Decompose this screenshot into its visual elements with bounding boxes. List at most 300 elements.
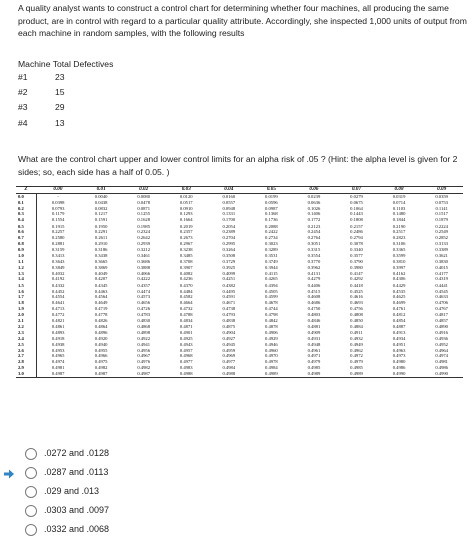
z-table-cell: 0.4664 xyxy=(179,300,193,306)
z-table-cell: 0.4916 xyxy=(435,329,448,335)
z-table-cell: 0.4988 xyxy=(208,371,251,377)
z-table-cell: 0.4913 xyxy=(392,329,406,335)
z-row-label: 0.7 xyxy=(16,235,36,241)
z-table-cell: 0.2517 xyxy=(392,229,406,235)
z-table-cell: 0.4834 xyxy=(179,318,193,324)
radio-circle-icon[interactable] xyxy=(25,448,37,460)
z-column-header: 0.00 xyxy=(36,187,80,194)
z-table-cell: 0.4115 xyxy=(265,270,278,276)
z-table-cell: 0.0793 xyxy=(51,205,65,211)
z-table-cell: 0.4788 xyxy=(179,312,193,318)
z-table-cell: 0.0910 xyxy=(179,205,193,211)
z-table-cell: 0.1844 xyxy=(392,217,406,223)
answer-choice[interactable] xyxy=(0,523,200,541)
z-table-cell: 0.4990 xyxy=(420,371,463,377)
z-table-cell: 0.4821 xyxy=(51,318,65,324)
z-table-cell: 0.4357 xyxy=(137,282,150,288)
z-table-cell: 0.4633 xyxy=(435,294,448,300)
z-table-cell: 0.1368 xyxy=(265,211,278,217)
z-table-cell: 0.4951 xyxy=(392,341,406,347)
z-table-cell: 0.4772 xyxy=(51,312,65,318)
z-table-cell: 0.3749 xyxy=(265,258,278,264)
z-table-cell: 0.4573 xyxy=(137,294,150,300)
z-row-label: 0.3 xyxy=(16,211,36,217)
z-row-label: 1.8 xyxy=(16,300,36,306)
z-table-cell: 0.4582 xyxy=(179,294,193,300)
z-table-cell: 0.3051 xyxy=(307,240,321,246)
z-table-cell: 0.4332 xyxy=(51,282,65,288)
z-column-header: 0.09 xyxy=(420,187,463,194)
answer-choice[interactable] xyxy=(0,466,200,484)
z-table-cell: 0.4984 xyxy=(222,365,236,371)
machine-label: #2 xyxy=(18,87,28,97)
z-table-cell: 0.4842 xyxy=(265,318,278,324)
z-row-label: 2.6 xyxy=(16,348,36,354)
z-table-cell: 0.1879 xyxy=(435,217,448,223)
z-table-cell: 0.3790 xyxy=(350,258,363,264)
z-table-cell: 0.2611 xyxy=(94,235,108,241)
z-table-cell: 0.4987 xyxy=(122,371,165,377)
z-table-cell: 0.4279 xyxy=(307,276,321,282)
z-table-cell: 0.4904 xyxy=(222,329,236,335)
radio-circle-icon[interactable] xyxy=(25,486,37,498)
z-table-cell: 0.4989 xyxy=(250,371,293,377)
answer-choice[interactable] xyxy=(0,504,200,522)
machine-label: #3 xyxy=(18,102,28,112)
z-table-cell: 0.4812 xyxy=(392,312,406,318)
z-table-cell: 0.2486 xyxy=(350,229,363,235)
z-table-cell: 0.4032 xyxy=(51,270,65,276)
z-table-cell: 0.4826 xyxy=(94,318,108,324)
z-table-cell: 0.4693 xyxy=(350,300,363,306)
z-table-cell: 0.3340 xyxy=(350,246,363,252)
z-table-cell: 0.4830 xyxy=(137,318,150,324)
z-table-cell: 0.4985 xyxy=(350,365,363,371)
z-table-cell: 0.4984 xyxy=(265,365,278,371)
z-table-cell: 0.4429 xyxy=(392,282,406,288)
z-table-cell: 0.4418 xyxy=(350,282,363,288)
prompt-text: What are the control chart upper and lower control limits for an alpha risk of .05 ? (Hint: the alpha level is given for 2 sides; so, each side has a half of 0.05. ) xyxy=(18,154,458,177)
z-table-cell: 0.4911 xyxy=(350,329,363,335)
z-row-label: 1.6 xyxy=(16,289,36,295)
z-table-cell: 0.4922 xyxy=(137,335,150,341)
z-table-cell: 0.4192 xyxy=(51,276,65,282)
z-table-cell: 0.4207 xyxy=(94,276,108,282)
z-row-label: 2.8 xyxy=(16,359,36,365)
z-table-cell: 0.3962 xyxy=(307,264,321,270)
z-table-cell: 0.4973 xyxy=(392,353,406,359)
z-table-cell: 0.4918 xyxy=(51,335,65,341)
z-table-cell: 0.4484 xyxy=(179,288,193,294)
z-table-cell: 0.2967 xyxy=(179,240,193,246)
z-table-cell: 0.3770 xyxy=(307,258,321,264)
z-table-cell: 0.1331 xyxy=(222,211,236,217)
z-table-cell: 0.4969 xyxy=(222,353,236,359)
z-table-cell: 0.4977 xyxy=(179,359,193,365)
z-table-cell: 0.4265 xyxy=(265,276,278,282)
z-table-cell: 0.4699 xyxy=(392,300,406,306)
z-table-cell: 0.3729 xyxy=(222,258,236,264)
z-table-cell: 0.4292 xyxy=(350,276,363,282)
z-row-label: 0.9 xyxy=(16,247,36,253)
z-table-cell: 0.4896 xyxy=(94,329,108,335)
defectives-value: 29 xyxy=(55,102,65,112)
z-table-cell: 0.1772 xyxy=(307,217,321,223)
z-table-cell: 0.4956 xyxy=(137,347,150,353)
z-table-cell: 0.4306 xyxy=(392,276,406,282)
z-table-cell: 0.4983 xyxy=(179,365,193,371)
z-table-cell: 0.4920 xyxy=(94,335,108,341)
z-table-cell: 0.4864 xyxy=(94,323,108,329)
z-table-cell: 0.4015 xyxy=(435,264,448,270)
z-table-cell: 0.2389 xyxy=(222,229,236,235)
z-row-label: 1.0 xyxy=(16,253,36,259)
z-table-cell: 0.0832 xyxy=(94,205,108,211)
z-table-cell: 0.1591 xyxy=(94,217,108,223)
z-table-cell: 0.4949 xyxy=(350,341,363,347)
z-table-cell: 0.4981 xyxy=(51,365,65,371)
answer-choice-label: .0287 and .0113 xyxy=(44,467,109,477)
z-table-cell: 0.4975 xyxy=(94,359,108,365)
z-table-cell: 0.4970 xyxy=(265,353,278,359)
z-table-cell: 0.4979 xyxy=(350,359,363,365)
z-table-cell: 0.0557 xyxy=(222,199,236,205)
z-table-cell: 0.3944 xyxy=(265,264,278,270)
z-column-header: 0.02 xyxy=(122,187,165,194)
z-table-cell: 0.2642 xyxy=(137,235,150,241)
z-table-cell: 0.0517 xyxy=(179,199,193,205)
z-table-cell: 0.4968 xyxy=(179,353,193,359)
z-table-cell: 0.1700 xyxy=(222,217,236,223)
z-table-cell: 0.1141 xyxy=(435,205,448,211)
z-table-cell: 0.3869 xyxy=(94,264,108,270)
radio-circle-icon[interactable] xyxy=(25,505,37,517)
z-table-cell: 0.2324 xyxy=(137,229,150,235)
z-row-label: 2.0 xyxy=(16,312,36,318)
z-table-cell: 0.4901 xyxy=(179,329,193,335)
z-row-label: 0.0 xyxy=(16,194,36,200)
z-table-cell: 0.3078 xyxy=(350,240,363,246)
z-table-cell: 0.4251 xyxy=(222,276,236,282)
z-table-cell: 0.4382 xyxy=(222,282,236,288)
z-table-cell: 0.0120 xyxy=(179,194,193,199)
z-table-cell: 0.4744 xyxy=(265,305,278,311)
z-table-cell: - xyxy=(57,194,59,199)
z-row-label: 0.4 xyxy=(16,217,36,223)
z-table-cell: 0.3365 xyxy=(392,246,406,252)
z-table-cell: 0.4732 xyxy=(179,305,193,311)
z-table-cell: 0.4971 xyxy=(307,353,321,359)
z-table-cell: 0.4713 xyxy=(51,305,65,311)
answer-choice[interactable] xyxy=(0,485,200,503)
z-row-label: 3.0 xyxy=(16,371,36,377)
z-table-cell: 0.1915 xyxy=(51,223,65,229)
z-table-cell: 0.1628 xyxy=(137,217,150,223)
z-table-cell: 0.4505 xyxy=(265,288,278,294)
z-table-cell: 0.4978 xyxy=(265,359,278,365)
z-table-cell: 0.4778 xyxy=(94,312,108,318)
z-table-cell: 0.4906 xyxy=(265,329,278,335)
z-table-cell: 0.4953 xyxy=(51,347,65,353)
z-table-cell: 0.4925 xyxy=(179,335,193,341)
z-table-cell: 0.1406 xyxy=(307,211,321,217)
z-table-cell: 0.4793 xyxy=(222,312,236,318)
z-table-cell: 0.4932 xyxy=(350,335,363,341)
z-table-cell: 0.2881 xyxy=(51,240,65,246)
z-table-cell: 0.4452 xyxy=(51,288,65,294)
z-table-cell: 0.4962 xyxy=(350,347,363,353)
z-column-header: 0.04 xyxy=(208,187,251,194)
z-table-cell: 0.4686 xyxy=(307,300,321,306)
z-row-label: 1.3 xyxy=(16,271,36,277)
z-table-cell: 0.0319 xyxy=(392,194,406,199)
z-table-cell: 0.3810 xyxy=(392,258,406,264)
z-table-cell: 0.0714 xyxy=(392,199,406,205)
z-table-cell: 0.4929 xyxy=(265,335,278,341)
z-table-cell: 0.4966 xyxy=(94,353,108,359)
z-row-label: 0.5 xyxy=(16,224,36,230)
z-table-cell: 0.4875 xyxy=(222,323,236,329)
z-table-cell: 0.4649 xyxy=(94,300,108,306)
z-table-cell: 0.4599 xyxy=(265,294,278,300)
answer-choice[interactable] xyxy=(0,447,200,465)
z-table-cell: 0.4976 xyxy=(137,359,150,365)
z-table-cell: 0.1808 xyxy=(350,217,363,223)
z-table-cell: 0.3925 xyxy=(222,264,236,270)
z-table-cell: 0.3461 xyxy=(137,253,150,259)
z-table-cell: 0.4982 xyxy=(94,365,108,371)
z-table-cell: 0.0675 xyxy=(350,199,363,205)
z-table-cell: 0.1554 xyxy=(51,217,65,223)
z-table-cell: 0.1103 xyxy=(392,205,406,211)
z-table-cell: 0.4943 xyxy=(179,341,193,347)
z-table-cell: 0.1293 xyxy=(179,211,193,217)
defectives-value: 23 xyxy=(55,72,65,82)
z-table-cell: 0.4938 xyxy=(51,341,65,347)
z-table-cell: 0.4941 xyxy=(137,341,150,347)
z-column-header: 0.07 xyxy=(335,187,378,194)
z-table-cell: 0.4952 xyxy=(435,341,448,347)
z-table-cell: 0.4946 xyxy=(265,341,278,347)
z-column-header: 0.01 xyxy=(80,187,123,194)
z-table-cell: 0.4945 xyxy=(222,341,236,347)
z-table-cell: 0.4893 xyxy=(51,329,65,335)
z-table-cell: 0.4854 xyxy=(392,318,406,324)
z-table-cell: 0.4861 xyxy=(51,323,65,329)
z-row-label: 1.4 xyxy=(16,276,36,282)
z-row-label: 2.7 xyxy=(16,353,36,359)
z-table-cell: 0.4719 xyxy=(94,305,108,311)
z-table-cell: 0.4535 xyxy=(392,288,406,294)
z-table-cell: 0.4099 xyxy=(222,270,236,276)
z-row-label: 0.2 xyxy=(16,206,36,212)
z-table-cell: 0.4846 xyxy=(307,318,321,324)
z-table-cell: 0.2823 xyxy=(392,235,406,241)
z-table-cell: 0.4750 xyxy=(307,305,321,311)
z-table-cell: 0.4957 xyxy=(179,347,193,353)
z-table-corner: Z xyxy=(16,187,36,194)
radio-circle-icon[interactable] xyxy=(25,467,37,479)
z-table-cell: 0.4868 xyxy=(137,323,150,329)
z-table-cell: 0.4871 xyxy=(179,323,193,329)
z-table-cell: 0.2088 xyxy=(265,223,278,229)
z-table-cell: 0.3830 xyxy=(435,258,448,264)
z-table-cell: 0.4554 xyxy=(51,294,65,300)
z-row-label: 2.5 xyxy=(16,342,36,348)
z-table-cell: 0.0438 xyxy=(94,199,108,205)
z-table-cell: 0.4977 xyxy=(222,359,236,365)
z-table-cell: 0.4974 xyxy=(51,359,65,365)
z-table-cell: 0.4982 xyxy=(137,365,150,371)
z-table-cell: 0.4608 xyxy=(307,294,321,300)
z-table-cell: 0.2939 xyxy=(137,240,150,246)
z-row-label: 0.8 xyxy=(16,241,36,247)
z-table-cell: 0.0596 xyxy=(265,199,278,205)
z-table-cell: 0.0359 xyxy=(435,194,448,199)
z-table-cell: 0.3888 xyxy=(137,264,150,270)
z-table-cell: 0.1255 xyxy=(137,211,150,217)
z-table-cell: 0.4738 xyxy=(222,305,236,311)
z-table-cell: 0.4986 xyxy=(392,365,406,371)
z-table-cell: 0.1985 xyxy=(137,223,150,229)
z-table-cell: 0.4967 xyxy=(137,353,150,359)
z-table-cell: 0.4931 xyxy=(307,335,321,341)
z-table-cell: 0.4625 xyxy=(392,294,406,300)
z-table-cell: 0.3708 xyxy=(179,258,193,264)
z-column-header: 0.08 xyxy=(378,187,421,194)
z-table-cell: 0.4066 xyxy=(137,270,150,276)
z-table-cell: 0.4177 xyxy=(435,270,448,276)
z-table-cell: 0.4988 xyxy=(165,371,208,377)
z-table-cell: 0.4881 xyxy=(307,323,321,329)
z-table-cell: 0.4082 xyxy=(179,270,193,276)
z-table-cell: 0.2019 xyxy=(179,223,193,229)
z-table-cell: 0.3485 xyxy=(179,253,193,259)
z-table-cell: 0.2157 xyxy=(350,223,363,229)
z-table-cell: 0.2054 xyxy=(222,223,236,229)
z-table-cell: 0.4495 xyxy=(222,288,236,294)
z-table-cell: 0.1179 xyxy=(51,211,65,217)
z-row-label: 1.7 xyxy=(16,294,36,300)
z-table-cell: 0.4981 xyxy=(435,359,448,365)
z-table-row xyxy=(16,371,463,377)
z-table-cell: 0.3907 xyxy=(179,264,193,270)
z-table-cell: 0.2257 xyxy=(51,229,65,235)
z-table-cell: 0.3849 xyxy=(51,264,65,270)
z-table xyxy=(16,186,463,378)
z-table-cell: 0.3643 xyxy=(51,258,65,264)
z-table-cell: 0.4890 xyxy=(435,323,448,329)
z-table-cell: 0.3997 xyxy=(392,264,406,270)
z-table-cell: 0.3508 xyxy=(222,253,236,259)
z-table-cell: 0.4989 xyxy=(293,371,336,377)
z-table-cell: 0.0080 xyxy=(137,194,150,199)
z-table-cell: 0.3621 xyxy=(435,253,448,259)
arrow-right-icon xyxy=(3,468,15,480)
z-table-cell: 0.2549 xyxy=(435,229,448,235)
z-table-cell: 0.4927 xyxy=(222,335,236,341)
answer-choice-label: .0303 and .0097 xyxy=(44,505,110,515)
z-table-cell: 0.4726 xyxy=(137,305,150,311)
z-table-cell: 0.2734 xyxy=(265,235,278,241)
z-table-cell: 0.4955 xyxy=(94,347,108,353)
z-row-label: 2.4 xyxy=(16,336,36,342)
z-table-cell: 0.3289 xyxy=(265,246,278,252)
z-table-cell: 0.4319 xyxy=(435,276,448,282)
z-table-cell: 0.4878 xyxy=(265,323,278,329)
z-table-cell: 0.4961 xyxy=(307,347,321,353)
z-table-cell: 0.4147 xyxy=(350,270,363,276)
z-table-cell: 0.3686 xyxy=(137,258,150,264)
z-table-cell: 0.4934 xyxy=(392,335,406,341)
defects-table-header: Machine Total Defectives xyxy=(18,59,114,69)
z-table-cell: 0.4131 xyxy=(307,270,321,276)
z-table-cell: 0.3212 xyxy=(137,246,150,252)
z-table-cell: 0.2910 xyxy=(94,240,108,246)
z-table-cell: 0.4850 xyxy=(350,318,363,324)
z-table-cell: 0.2673 xyxy=(179,235,193,241)
z-row-label: 2.2 xyxy=(16,324,36,330)
z-table-cell: 0.3389 xyxy=(435,246,448,252)
z-table-cell: 0.4706 xyxy=(435,300,448,306)
z-table-cell: 0.3315 xyxy=(307,246,321,252)
z-table-cell: 0.3577 xyxy=(350,253,363,259)
z-table-cell: 0.4989 xyxy=(335,371,378,377)
z-table-cell: 0.4162 xyxy=(392,270,406,276)
z-row-label: 0.1 xyxy=(16,200,36,206)
z-table-cell: 0.4990 xyxy=(378,371,421,377)
z-table-cell: 0.4564 xyxy=(94,294,108,300)
z-table-cell: 0.0753 xyxy=(435,199,448,205)
z-table-cell: 0.1064 xyxy=(350,205,363,211)
z-table-cell: 0.2422 xyxy=(265,229,278,235)
z-table-cell: 0.2357 xyxy=(179,229,193,235)
z-table-cell: 0.4857 xyxy=(435,318,448,324)
z-table-cell: 0.4641 xyxy=(51,300,65,306)
machine-label: #4 xyxy=(18,118,28,128)
z-table-cell: 0.0199 xyxy=(265,194,278,199)
z-table-cell: 0.3531 xyxy=(265,253,278,259)
z-table-cell: 0.4656 xyxy=(137,300,150,306)
z-table-cell: 0.2580 xyxy=(51,235,65,241)
z-table-cell: 0.2291 xyxy=(94,229,108,235)
z-table-cell: 0.4049 xyxy=(94,270,108,276)
z-table-cell: 0.4798 xyxy=(265,312,278,318)
z-table-cell: 0.4394 xyxy=(265,282,278,288)
defectives-value: 15 xyxy=(55,87,65,97)
z-table-cell: 0.1443 xyxy=(350,211,363,217)
z-table-cell: 0.3599 xyxy=(392,253,406,259)
z-table-cell: 0.3413 xyxy=(51,253,65,259)
z-table-cell: 0.0636 xyxy=(307,199,321,205)
z-table-cell: 0.1664 xyxy=(179,217,193,223)
radio-circle-icon[interactable] xyxy=(25,524,37,536)
z-table-cell: 0.4616 xyxy=(350,294,363,300)
z-table-cell: 0.4525 xyxy=(350,288,363,294)
z-row-label: 2.3 xyxy=(16,330,36,336)
z-table-cell: 0.2852 xyxy=(435,235,448,241)
z-table-cell: 0.4979 xyxy=(307,359,321,365)
z-table-cell: 0.0398 xyxy=(51,199,65,205)
z-table-cell: 0.4222 xyxy=(137,276,150,282)
z-table-cell: 0.3665 xyxy=(94,258,108,264)
z-table-cell: 0.4441 xyxy=(435,282,448,288)
z-table-cell: 0.3264 xyxy=(222,246,236,252)
z-table-cell: 0.3554 xyxy=(307,253,321,259)
z-table-cell: 0.1026 xyxy=(307,205,321,211)
z-table-cell: 0.2995 xyxy=(222,240,236,246)
z-table-cell: 0.2764 xyxy=(307,235,321,241)
